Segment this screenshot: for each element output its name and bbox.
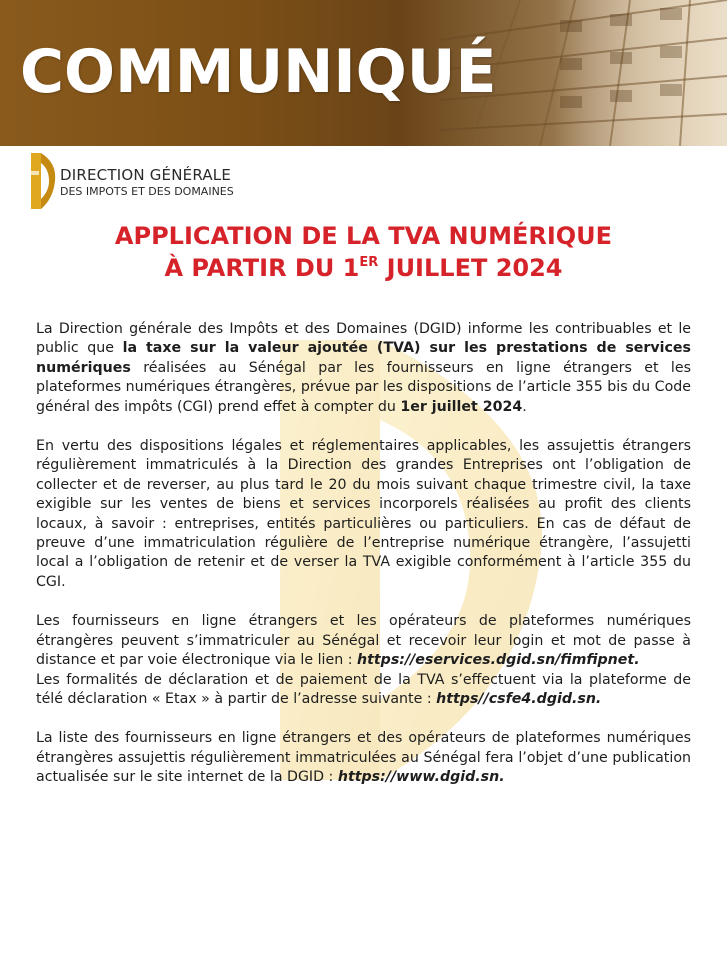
paragraph-registration [36, 612, 691, 670]
dgid-logo-icon [27, 151, 57, 213]
paragraph-declaration-text: Les formalités de déclaration et de paiement de la TVA s’effectuent via la plateforme de télé déclaration « Etax » à partir de l’adresse suivante : [36, 671, 691, 707]
dgid-website-link[interactable]: https://www.dgid.sn. [337, 769, 505, 786]
headline-line2-start: À PARTIR DU 1 [164, 254, 360, 282]
communique-body [36, 320, 691, 788]
eservices-link[interactable]: https://eservices.dgid.sn/fimfipnet. [357, 652, 640, 669]
header-banner [0, 0, 727, 146]
headline-superscript: ER [359, 255, 379, 270]
communique-title: COMMUNIQUÉ [20, 37, 497, 107]
paragraph-obligations: En vertu des dispositions légales et réglementaires applicables, les assujettis étrangers régulièrement immatriculés à la Direction des grandes Entreprises ont l’obligation de collecter et de reverser, au plus tard le 20 du mois suivant chaque trimestre civil, la taxe exigible sur les ventes de biens et services incorporels réalisées au profit des clients locaux, à savoir : entreprises, entités particulières ou particuliers. En cas de défaut de preuve d’une immatriculation régulière de l’entreprise numérique étrangère, l’assujetti local a l’obligation de retenir et de verser la TVA exigible conformément à l’article 355 du CGI. [36, 438, 691, 590]
headline-line2 [0, 252, 727, 284]
paragraph-intro-text1: La Direction générale des Impôts et des Domaines (DGID) informe les contribuables et le public que [36, 321, 691, 357]
etax-link[interactable]: https//csfe4.dgid.sn. [436, 690, 602, 707]
paragraph-intro-date: 1er juillet 2024 [400, 398, 523, 415]
dgid-logo [27, 151, 327, 213]
headline-line1: APPLICATION DE LA TVA NUMÉRIQUE [114, 222, 613, 250]
paragraph-intro [36, 320, 691, 417]
paragraph-publication-text: La liste des fournisseurs en ligne étrangers et des opérateurs de plateformes numériques étrangères assujettis régulièrement immatriculées au Sénégal fera l’objet d’une publication actualisée sur le site internet de la DGID : [36, 730, 691, 786]
logo-text-line2: DES IMPOTS ET DES DOMAINES [60, 185, 234, 198]
paragraph-intro-text2: réalisées au Sénégal par les fournisseurs en ligne étrangers et les plateformes numériques étrangères, prévue par les dispositions de l’article 355 bis du Code général des impôts (CGI) prend effet à compter du [36, 359, 691, 415]
logo-text-line1: DIRECTION GÉNÉRALE [60, 166, 232, 184]
paragraph-declaration [36, 671, 691, 710]
headline [0, 220, 727, 284]
paragraph-intro-text3: . [522, 398, 527, 415]
headline-line2-end: JUILLET 2024 [378, 254, 563, 282]
paragraph-publication [36, 729, 691, 787]
paragraph-registration-text: Les fournisseurs en ligne étrangers et les opérateurs de plateformes numériques étrangères peuvent s’immatriculer au Sénégal et recevoir leur login et mot de passe à distance et par voie électronique via le lien : [36, 613, 691, 669]
paragraph-intro-bold1: la taxe sur la valeur ajoutée (TVA) sur les prestations de services numériques [36, 340, 691, 376]
